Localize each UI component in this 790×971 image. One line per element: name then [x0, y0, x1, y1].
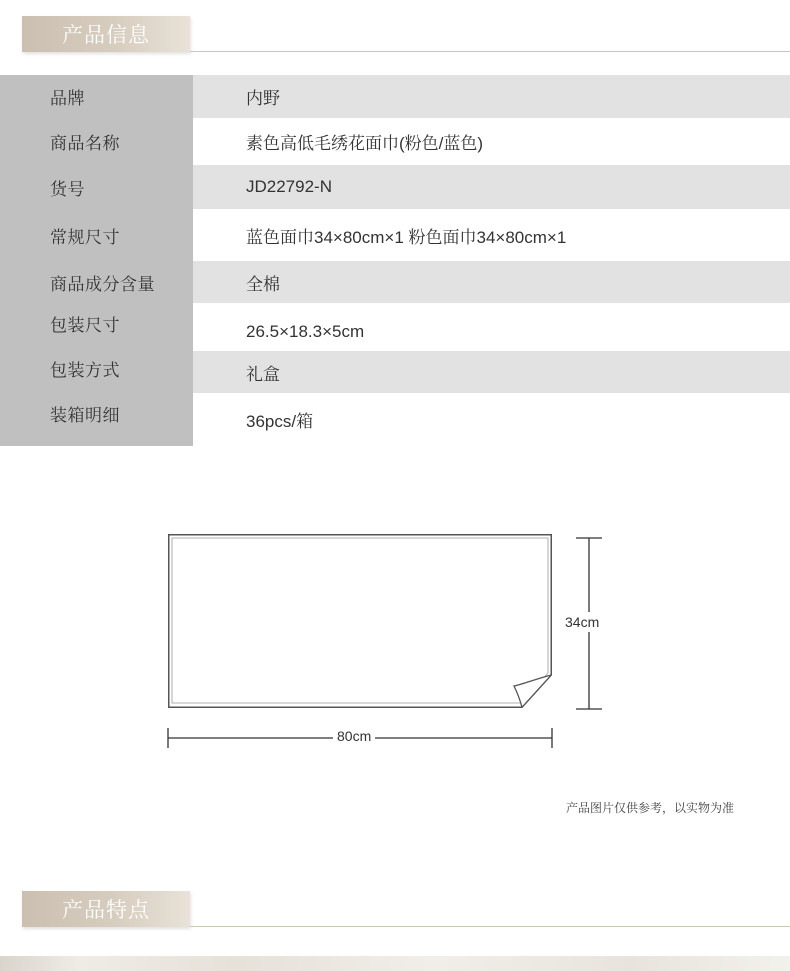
- row-value: 礼盒: [246, 364, 280, 384]
- row-label: 包装方式: [50, 360, 120, 380]
- row-label: 商品成分含量: [50, 274, 155, 294]
- table-row: [0, 305, 790, 350]
- table-row: [0, 75, 790, 118]
- towel-outline-diagram: [168, 534, 552, 708]
- section-header-product-features: [22, 891, 790, 927]
- row-label: 货号: [50, 179, 85, 199]
- section-title: 产品特点: [22, 891, 190, 927]
- row-label: 常规尺寸: [50, 227, 120, 247]
- row-value: JD22792-N: [246, 177, 332, 196]
- table-row: [0, 261, 790, 303]
- row-value: 36pcs/箱: [246, 412, 314, 431]
- table-row: [0, 165, 790, 209]
- table-row: [0, 351, 790, 393]
- row-value: 26.5×18.3×5cm: [246, 321, 365, 341]
- section-header-product-info: [22, 16, 790, 52]
- row-value: 蓝色面巾34×80cm×1 粉色面巾34×80cm×1: [246, 227, 567, 247]
- divider: [190, 926, 790, 927]
- row-label: 商品名称: [50, 134, 120, 153]
- row-label: 品牌: [50, 89, 85, 108]
- divider: [190, 51, 790, 52]
- row-value: 内野: [246, 89, 280, 108]
- product-photo-strip: [0, 956, 790, 971]
- height-label: 34cm: [561, 612, 603, 632]
- width-label: 80cm: [333, 728, 375, 744]
- table-row: [0, 120, 790, 163]
- table-row: [0, 211, 790, 259]
- section-title: 产品信息: [22, 16, 190, 52]
- row-value: 全棉: [246, 274, 280, 294]
- row-value: 素色高低毛绣花面巾(粉色/蓝色): [246, 134, 484, 153]
- disclaimer-note: 产品图片仅供参考，以实物为准: [565, 801, 734, 815]
- table-row: [0, 393, 790, 446]
- row-label: 包装尺寸: [50, 316, 120, 335]
- row-label: 装箱明细: [50, 406, 120, 425]
